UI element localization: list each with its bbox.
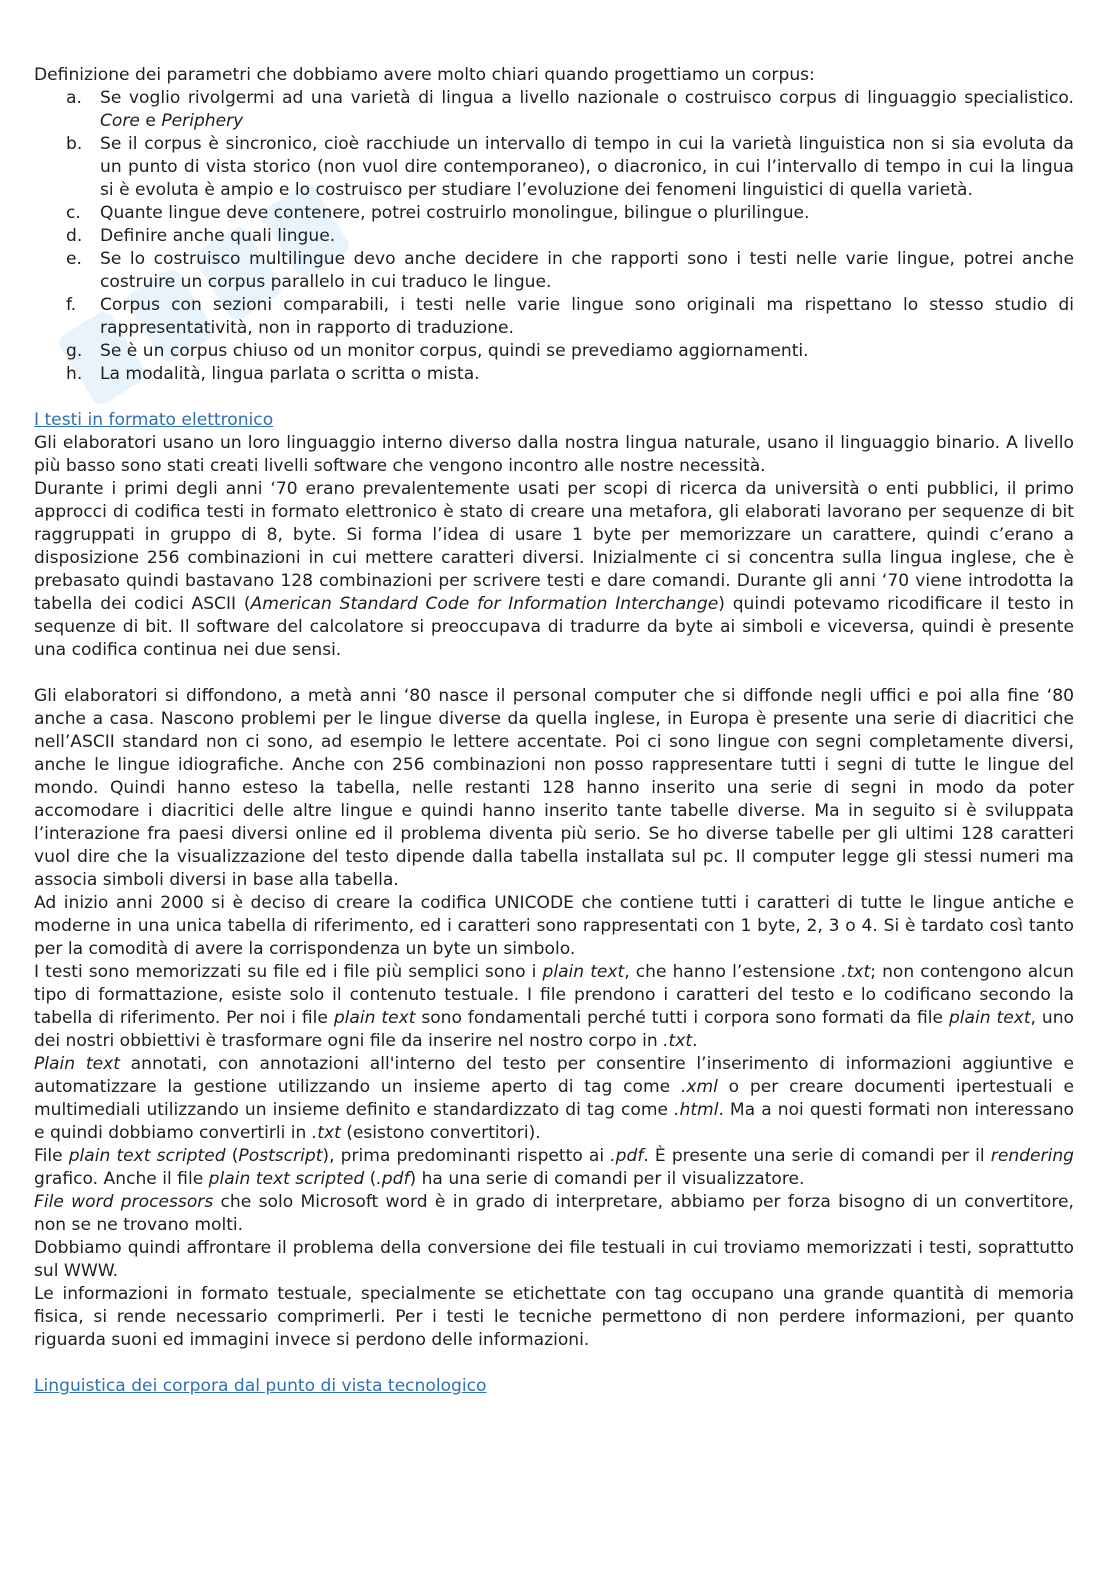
list-item <box>34 202 1074 225</box>
list-item-text: Se lo costruisco multilingue devo anche decidere in che rapporti sono i testi nelle varie lingue, potrei anche costruire un corpus parallelo in cui traduco le lingue. <box>100 249 1074 292</box>
section-heading-linguistica-corpora[interactable]: Linguistica dei corpora dal punto di vista tecnologico <box>34 1376 487 1396</box>
list-item-text: Se il corpus è sincronico, cioè racchiude un intervallo di tempo in cui la varietà linguistica non si sia evoluta da un punto di vista storico (non vuol dire contemporaneo), o diacronico, in cui l’intervallo di tempo in cui la lingua si è evoluta è ampio e lo costruisco per studiare l’evoluzione dei fenomeni linguistici di quella varietà. <box>100 134 1074 200</box>
section-heading-testi-formato-elettronico[interactable]: I testi in formato elettronico <box>34 410 274 430</box>
paragraph: I testi sono memorizzati su file ed i file più semplici sono i plain text, che hanno l’estensione .txt; non contengono alcun tipo di formattazione, esiste solo il contenuto testuale. I file prendono i caratteri del testo e lo codificano secondo la tabella di riferimento. Per noi i file plain text sono fondamentali perché tutti i corpora sono formati da file plain text, uno dei nostri obbiettivi è trasformare ogni file da inserire nel nostro corpo in .txt. <box>34 962 1074 1051</box>
list-item-text: La modalità, lingua parlata o scritta o mista. <box>100 364 480 384</box>
parameters-list <box>34 87 1074 386</box>
paragraph: Plain text annotati, con annotazioni all'interno del testo per consentire l’inserimento di informazioni aggiuntive e automatizzare la gestione utilizzando un insieme aperto di tag come .xml o per creare documenti ipertestuali e multimediali utilizzando un insieme definito e standardizzato di tag come .html. Ma a noi questi formati non interessano e quindi dobbiamo convertirli in .txt (esistono convertitori). <box>34 1054 1074 1143</box>
paragraph: File word processors che solo Microsoft word è in grado di interpretare, abbiamo per forza bisogno di un convertitore, non se ne trovano molti. <box>34 1192 1074 1235</box>
list-item <box>34 248 1074 294</box>
list-marker: c. <box>66 203 81 223</box>
document-page <box>34 64 1074 1398</box>
intro-paragraph: Definizione dei parametri che dobbiamo avere molto chiari quando progettiamo un corpus: <box>34 65 815 85</box>
list-marker: d. <box>66 226 83 246</box>
list-marker: g. <box>66 341 83 361</box>
list-item <box>34 294 1074 340</box>
paragraph: Gli elaboratori usano un loro linguaggio interno diverso dalla nostra lingua naturale, usano il linguaggio binario. A livello più basso sono stati creati livelli software che vengono incontro alle nostre necessità. <box>34 433 1074 476</box>
paragraph: Le informazioni in formato testuale, specialmente se etichettate con tag occupano una grande quantità di memoria fisica, si rende necessario comprimerli. Per i testi le tecniche permettono di non perdere informazioni, per quanto riguarda suoni ed immagini invece si perdono delle informazioni. <box>34 1284 1074 1350</box>
list-marker: b. <box>66 134 83 154</box>
list-marker: h. <box>66 364 83 384</box>
list-marker: e. <box>66 249 82 269</box>
list-marker: a. <box>66 88 82 108</box>
list-item-text: Corpus con sezioni comparabili, i testi nelle varie lingue sono originali ma rispettano lo stesso studio di rappresentatività, non in rapporto di traduzione. <box>100 295 1074 338</box>
paragraph: Dobbiamo quindi affrontare il problema della conversione dei file testuali in cui troviamo memorizzati i testi, soprattutto sul WWW. <box>34 1238 1074 1281</box>
list-item-text: Definire anche quali lingue. <box>100 226 336 246</box>
list-item <box>34 87 1074 133</box>
paragraph: Ad inizio anni 2000 si è deciso di creare la codifica UNICODE che contiene tutti i caratteri di tutte le lingue antiche e moderne in una unica tabella di riferimento, ed i caratteri sono rappresentati con 1 byte, 2, 3 o 4. Si è tardato così tanto per la comodità di avere la corrispondenza un byte un simbolo. <box>34 893 1074 959</box>
list-item-text: Quante lingue deve contenere, potrei costruirlo monolingue, bilingue o plurilingue. <box>100 203 810 223</box>
list-item <box>34 133 1074 202</box>
list-marker: f. <box>66 295 77 315</box>
list-item <box>34 363 1074 386</box>
paragraph: File plain text scripted (Postscript), prima predominanti rispetto ai .pdf. È presente una serie di comandi per il rendering grafico. Anche il file plain text scripted (.pdf) ha una serie di comandi per il visualizzatore. <box>34 1146 1075 1189</box>
list-item <box>34 340 1074 363</box>
list-item-text: Se è un corpus chiuso od un monitor corpus, quindi se prevediamo aggiornamenti. <box>100 341 809 361</box>
paragraph: Durante i primi degli anni ‘70 erano prevalentemente usati per scopi di ricerca da università o enti pubblici, il primo approcci di codifica testi in formato elettronico è stato di creare una metafora, gli elaborati lavorano per sequenze di bit raggruppati in gruppo di 8, byte. Si forma l’idea di usare 1 byte per memorizzare un carattere, quindi c’erano a disposizione 256 combinazioni in cui mettere caratteri diversi. Inizialmente ci si concentra sulla lingua inglese, che è prebasato quindi bastavano 128 combinazioni per scrivere testi e dare comandi. Durante gli anni ‘70 viene introdotta la tabella dei codici ASCII (American Standard Code for Information Interchange) quindi potevamo ricodificare il testo in sequenze di bit. Il software del calcolatore si preoccupava di tradurre da byte ai simboli e viceversa, quindi è presente una codifica continua nei due sensi. <box>34 479 1074 660</box>
list-item-text: Se voglio rivolgermi ad una varietà di lingua a livello nazionale o costruisco corpus di linguaggio specialistico. Core e Periphery <box>100 88 1074 131</box>
paragraph: Gli elaboratori si diffondono, a metà anni ‘80 nasce il personal computer che si diffonde negli uffici e poi alla fine ‘80 anche a casa. Nascono problemi per le lingue diverse da quella inglese, in Europa è presente una serie di diacritici che nell’ASCII standard non ci sono, ad esempio le lettere accentate. Poi ci sono lingue con segni completamente diversi, anche le lingue idiografiche. Anche con 256 combinazioni non posso rappresentare tutti i segni di tutte le lingue del mondo. Quindi hanno esteso la tabella, nelle restanti 128 hanno inserito una serie di segni in modo da poter accomodare i diacritici delle altre lingue e quindi hanno inserito tante tabelle diverse. Ma in seguito si è sviluppata l’interazione fra paesi diversi online ed il problema diventa più serio. Se ho diverse tabelle per gli ultimi 128 caratteri vuol dire che la visualizzazione del testo dipende dalla tabella installata sul pc. Il computer legge gli stessi numeri ma associa simboli diversi in base alla tabella. <box>34 686 1074 890</box>
list-item <box>34 225 1074 248</box>
